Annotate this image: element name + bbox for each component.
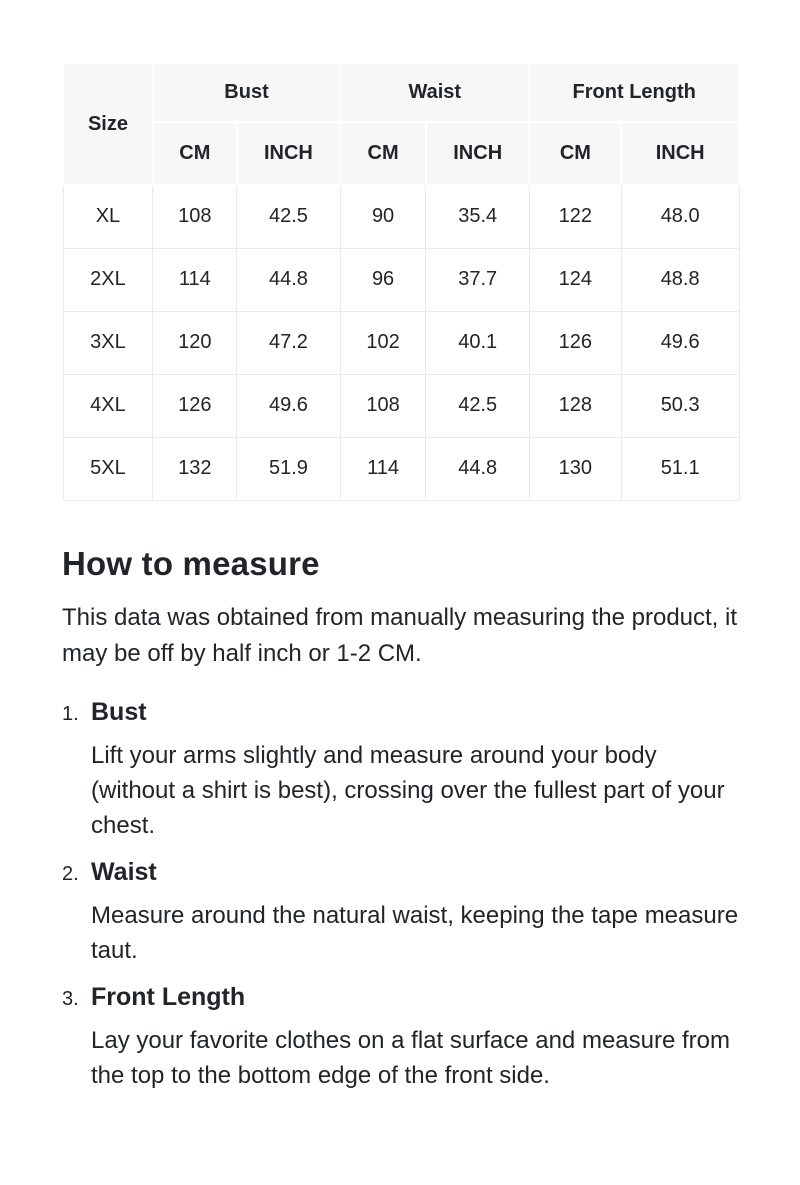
unit-header-waist-cm: CM [340,122,426,185]
measurement-cell: 49.6 [237,374,340,437]
step-number: 2. [62,862,79,885]
measurement-cell: 126 [529,311,621,374]
step-number: 1. [62,702,79,725]
measurement-cell: 51.1 [621,437,739,500]
measurement-cell: 47.2 [237,311,340,374]
step-title: Bust [91,697,147,726]
measurement-cell: 108 [153,185,237,248]
header-unit-row [63,122,739,185]
step-description: Measure around the natural waist, keeping the tape measure taut. [91,901,739,964]
column-group-waist: Waist [340,63,529,122]
measurement-cell: 130 [529,437,621,500]
column-group-bust: Bust [153,63,340,122]
size-chart-table [62,62,740,501]
step-description: Lift your arms slightly and measure around your body (without a shirt is best), crossing over the fullest part of your chest. [91,741,725,839]
measurement-cell: 37.7 [426,248,529,311]
measurement-cell: 49.6 [621,311,739,374]
how-to-measure-title: How to measure [62,544,320,582]
size-cell: 5XL [63,437,153,500]
step-body [91,983,740,1093]
measurement-cell: 42.5 [237,185,340,248]
size-cell: 2XL [63,248,153,311]
measurement-cell: 114 [153,248,237,311]
measurement-cell: 35.4 [426,185,529,248]
unit-header-front-length-cm: CM [529,122,621,185]
measure-step [62,698,740,843]
step-number: 3. [62,987,79,1010]
measurement-cell: 50.3 [621,374,739,437]
size-cell: 3XL [63,311,153,374]
unit-header-front-length-inch: INCH [621,122,739,185]
header-group-row [63,63,739,122]
step-title: Waist [91,857,157,886]
measurement-cell: 42.5 [426,374,529,437]
measurement-cell: 90 [340,185,426,248]
table-row [63,311,739,374]
measurement-cell: 51.9 [237,437,340,500]
measurement-cell: 48.0 [621,185,739,248]
measure-step [62,858,740,968]
measurement-cell: 44.8 [237,248,340,311]
size-cell: 4XL [63,374,153,437]
step-title: Front Length [91,982,246,1011]
table-row [63,248,739,311]
measurement-cell: 40.1 [426,311,529,374]
column-header-size: Size [63,63,153,185]
measurement-cell: 108 [340,374,426,437]
unit-header-bust-cm: CM [153,122,237,185]
step-body [91,858,740,968]
measurement-cell: 122 [529,185,621,248]
measure-step [62,983,740,1093]
measurement-cell: 126 [153,374,237,437]
table-row [63,437,739,500]
column-group-front-length: Front Length [529,63,739,122]
measure-steps-list [62,698,740,1093]
measurement-cell: 44.8 [426,437,529,500]
how-to-measure-intro: This data was obtained from manually measuring the product, it may be off by half inch or 1-2 CM. [62,603,738,667]
measurement-cell: 132 [153,437,237,500]
measurement-cell: 128 [529,374,621,437]
measurement-cell: 124 [529,248,621,311]
measurement-cell: 102 [340,311,426,374]
measurement-cell: 120 [153,311,237,374]
size-cell: XL [63,185,153,248]
table-row [63,185,739,248]
step-body [91,698,740,843]
measurement-cell: 96 [340,248,426,311]
unit-header-bust-inch: INCH [237,122,340,185]
table-row [63,374,739,437]
measurement-cell: 114 [340,437,426,500]
size-chart-body [63,185,739,500]
step-description: Lay your favorite clothes on a flat surface and measure from the top to the bottom edge of the front side. [91,1026,730,1089]
unit-header-waist-inch: INCH [426,122,529,185]
size-chart-header [63,63,739,185]
measurement-cell: 48.8 [621,248,739,311]
